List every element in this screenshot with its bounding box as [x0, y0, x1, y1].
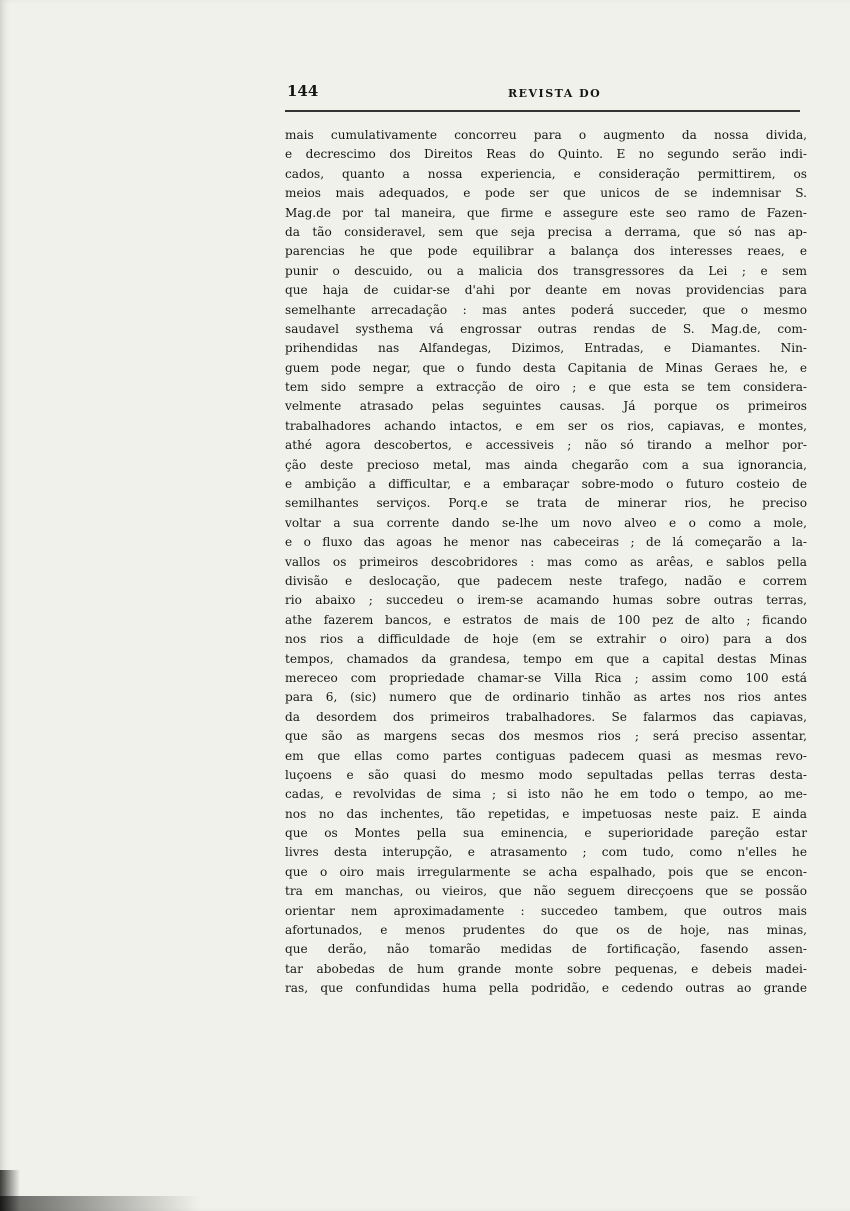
text-line: vallos os primeiros descobridores : mas como as arêas, e sablos pella — [285, 554, 807, 569]
text-line: e ambição a difficultar, e a embaraçar sobre-modo o futuro costeio de — [285, 477, 807, 492]
text-line: athé agora descobertos, e accessiveis ; não só tirando a melhor por- — [285, 438, 807, 453]
text-line: semilhantes serviços. Porq.e se trata de minerar rios, he preciso — [285, 496, 807, 511]
text-line: tar abobedas de hum grande monte sobre pequenas, e debeis madei- — [285, 961, 807, 976]
text-line: meios mais adequados, e pode ser que unicos de se indemnisar S. — [285, 186, 807, 201]
text-line: tem sido sempre a extracção de oiro ; e que esta se tem considera- — [285, 380, 807, 395]
text-line: tempos, chamados da grandesa, tempo em que a capital destas Minas — [285, 651, 807, 666]
text-line: nos rios a difficuldade de hoje (em se extrahir o oiro) para a dos — [285, 632, 807, 647]
header-rule — [285, 110, 800, 112]
scan-smudge — [0, 1196, 200, 1211]
text-line: saudavel systhema vá engrossar outras rendas de S. Mag.de, com- — [285, 321, 807, 336]
text-line: que haja de cuidar-se d'ahi por deante em novas providencias para — [285, 283, 807, 298]
text-line: livres desta interupção, e atrasamento ; com tudo, como n'elles he — [285, 845, 807, 860]
text-line: e decrescimo dos Direitos Reas do Quinto. E no segundo serão indi- — [285, 147, 807, 162]
text-line: voltar a sua corrente dando se-lhe um novo alveo e o como a mole, — [285, 515, 807, 530]
text-line: prihendidas nas Alfandegas, Dizimos, Entradas, e Diamantes. Nin- — [285, 341, 807, 356]
text-line: mereceo com propriedade chamar-se Villa Rica ; assim como 100 está — [285, 670, 807, 685]
text-line: divisão e deslocação, que padecem neste trafego, nadão e correm — [285, 573, 807, 588]
text-line: athe fazerem bancos, e estratos de mais de 100 pez de alto ; ficando — [285, 612, 807, 627]
text-line: luçoens e são quasi do mesmo modo sepultadas pellas terras desta- — [285, 767, 807, 782]
text-line: em que ellas como partes contiguas padecem quasi as mesmas revo- — [285, 748, 807, 763]
text-line: para 6, (sic) numero que de ordinario tinhão as artes nos rios antes — [285, 690, 807, 705]
running-head: REVISTA DO — [508, 87, 602, 100]
text-line: velmente atrasado pelas seguintes causas. Já porque os primeiros — [285, 399, 807, 414]
text-line: rio abaixo ; succedeu o irem-se acamando humas sobre outras terras, — [285, 593, 807, 608]
text-line: que os Montes pella sua eminencia, e superioridade pareção estar — [285, 826, 807, 841]
text-line: trabalhadores achando intactos, e em ser os rios, capiavas, e montes, — [285, 418, 807, 433]
text-line: da tão consideravel, sem que seja precisa a derrama, que só nas ap- — [285, 224, 807, 239]
text-line: nos no das inchentes, tão repetidas, e impetuosas neste paiz. E ainda — [285, 806, 807, 821]
body-text — [285, 126, 807, 999]
text-line: cadas, e revolvidas de sima ; si isto não he em todo o tempo, ao me- — [285, 787, 807, 802]
text-line: que são as margens secas dos mesmos rios ; será preciso assentar, — [285, 729, 807, 744]
text-line: parencias he que pode equilibrar a balança dos interesses reaes, e — [285, 244, 807, 259]
page-number: 144 — [287, 82, 319, 100]
text-line: que o oiro mais irregularmente se acha espalhado, pois que se encon- — [285, 864, 807, 879]
text-line: cados, quanto a nossa experiencia, e consideração permittirem, os — [285, 166, 807, 181]
text-line: ras, que confundidas huma pella podridão, e cedendo outras ao grande — [285, 981, 807, 996]
page-header — [287, 82, 800, 108]
text-line: punir o descuido, ou a malicia dos transgressores da Lei ; e sem — [285, 263, 807, 278]
text-line: e o fluxo das agoas he menor nas cabeceiras ; de lá começarão a la- — [285, 535, 807, 550]
text-line: guem pode negar, que o fundo desta Capitania de Minas Geraes he, e — [285, 360, 807, 375]
text-line: orientar nem aproximadamente : succedeo tambem, que outros mais — [285, 903, 807, 918]
text-line: semelhante arrecadação : mas antes poderá succeder, que o mesmo — [285, 302, 807, 317]
text-line: mais cumulativamente concorreu para o augmento da nossa divida, — [285, 128, 807, 142]
text-line: tra em manchas, ou vieiros, que não seguem direcçoens que se possão — [285, 884, 807, 899]
text-line: ção deste precioso metal, mas ainda chegarão com a sua ignorancia, — [285, 457, 807, 472]
text-line: que derão, não tomarão medidas de fortificação, fasendo assen- — [285, 942, 807, 957]
text-line: da desordem dos primeiros trabalhadores. Se falarmos das capiavas, — [285, 709, 807, 724]
text-line: Mag.de por tal maneira, que firme e assegure este seo ramo de Fazen- — [285, 205, 807, 220]
text-line: afortunados, e menos prudentes do que os de hoje, nas minas, — [285, 923, 807, 938]
